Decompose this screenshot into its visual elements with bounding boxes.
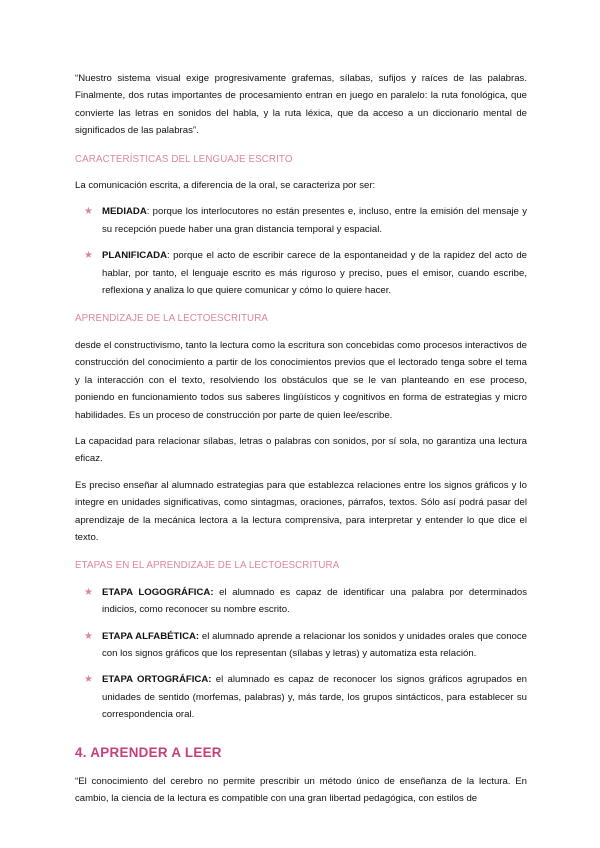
list-item-term: PLANIFICADA <box>102 250 168 262</box>
list-item-term: ETAPA ALFABÉTICA: <box>102 630 200 642</box>
paragraph: desde el constructivismo, tanto la lectura como la escritura son concebidas como procesos interactivos de construcción del conocimiento a partir de los conocimientos previos que el lectorado tenga sobre el tema y la interacción con el texto, resolviendo los obstáculos que se le van planteando en ese proceso, poniendo en funcionamiento todos sus saberes lingüísticos y cognitivos en forma de estrategias y micro habilidades. Es un proceso de construcción por parte de quien lee/escribe. <box>75 339 527 421</box>
list-item <box>75 628 527 663</box>
list-item-text: : porque los interlocutores no están presentes e, incluso, entre la emisión del mensaje y su recepción puede haber una gran distancia temporal y espacial. <box>102 206 527 235</box>
star-icon: ★ <box>84 674 93 686</box>
list-item-term: ETAPA LOGOGRÁFICA: <box>102 586 214 598</box>
list-item-text: : porque el acto de escribir carece de la espontaneidad y de la rapidez del acto de hablar, por tanto, el lenguaje escrito es más riguroso y preciso, pues el emisor, cuando escribe, reflexiona y analiza lo que quiere comunicar y cómo lo quiere hacer. <box>102 250 527 297</box>
star-icon: ★ <box>84 586 93 598</box>
closing-quote: “El conocimiento del cerebro no permite prescribir un método único de enseñanza de la lectura. En cambio, la ciencia de la lectura es compatible con una gran libertad pedagógica, con estilos de <box>75 776 527 805</box>
list-item <box>75 671 527 723</box>
paragraph: Es preciso enseñar al alumnado estrategias para que establezca relaciones entre los signos gráficos y lo integre en unidades significativas, como sintagmas, oraciones, párrafos, textos. Sólo así podrá pasar del aprendizaje de la mecánica lectora a la lectura comprensiva, para interpretar y entender lo que dice el texto. <box>75 479 527 543</box>
list-item-term: MEDIADA <box>102 206 147 218</box>
star-icon: ★ <box>84 206 93 218</box>
section-heading-caracteristicas: CARACTERÍSTICAS DEL LENGUAJE ESCRITO <box>75 153 293 165</box>
list-item <box>75 247 527 299</box>
section-heading-etapas: ETAPAS EN EL APRENDIZAJE DE LA LECTOESCRITURA <box>75 560 340 572</box>
list-item-text: el alumnado aprende a relacionar los sonidos y unidades orales que conoce con los signos gráficos que los representan (sílabas y letras) y automatiza esta relación. <box>102 630 527 659</box>
paragraph: La comunicación escrita, a diferencia de la oral, se caracteriza por ser: <box>75 180 376 192</box>
paragraph: La capacidad para relacionar sílabas, letras o palabras con sonidos, por sí sola, no garantiza una lectura eficaz. <box>75 435 527 465</box>
intro-quote: “Nuestro sistema visual exige progresivamente grafemas, sílabas, sufijos y raíces de las palabras. Finalmente, dos rutas importantes de procesamiento entran en juego en paralelo: la ruta fonológica, que convierte las letras en sonidos del habla, y la ruta léxica, que da acceso a un diccionario mental de significados de las palabras”. <box>75 73 527 137</box>
star-icon: ★ <box>84 250 93 262</box>
list-item-text: el alumnado es capaz de reconocer los signos gráficos agrupados en unidades de sentido (morfemas, palabras) y, más tarde, los grupos sintácticos, para establecer su correspondencia oral. <box>102 674 527 721</box>
list-item <box>75 584 527 619</box>
list-item-term: ETAPA ORTOGRÁFICA: <box>102 674 212 686</box>
star-icon: ★ <box>84 630 93 642</box>
document-page <box>75 70 527 808</box>
section-heading-aprender-a-leer: 4. APRENDER A LEER <box>75 744 222 760</box>
section-heading-aprendizaje: APRENDIZAJE DE LA LECTOESCRITURA <box>75 313 269 325</box>
list-item-text: el alumnado es capaz de identificar una palabra por determinados indicios, como reconocer su nombre escrito. <box>102 586 528 616</box>
list-item <box>75 203 527 238</box>
